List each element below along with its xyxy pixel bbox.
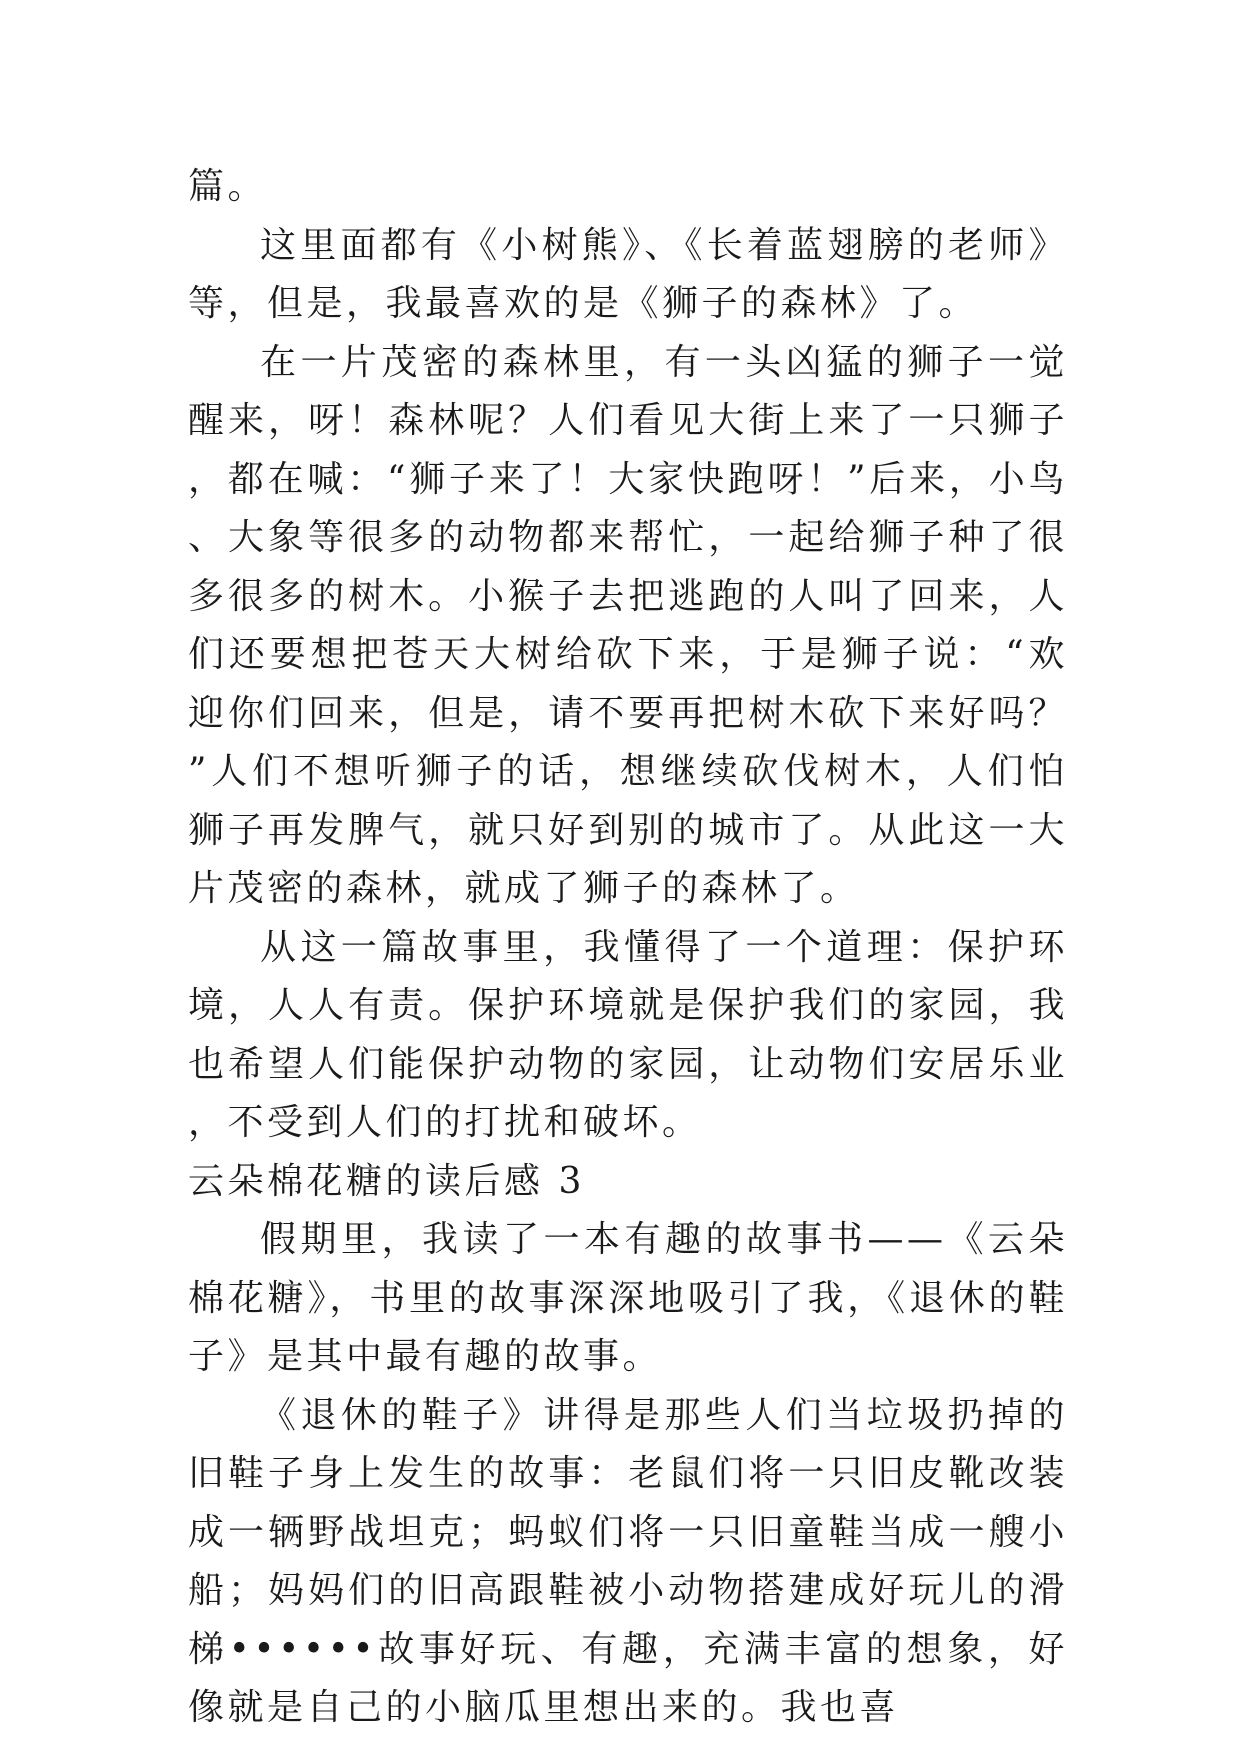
section-heading: 云朵棉花糖的读后感 3 <box>188 1160 585 1202</box>
paragraph-lion-forest-story: 在一片茂密的森林里，有一头凶猛的狮子一觉醒来，呀！森林呢？人们看见大街上来了一只狮子，都在喊：“狮子来了！大家快跑呀！”后来，小鸟、大象等很多的动物都来帮忙，一起给狮子种了很多很多的树木。小猴子去把逃跑的人叫了回来，人们还要想把苍天大树给砍下来，于是狮子说：“欢迎你们回来，但是，请不要再把树木砍下来好吗？”人们不想听狮子的话，想继续砍伐树木，人们怕狮子再发脾气，就只好到别的城市了。从此这一大片茂密的森林，就成了狮子的森林了。 <box>188 341 1068 909</box>
paragraph-retired-shoes: 《退休的鞋子》讲得是那些人们当垃圾扔掉的旧鞋子身上发生的故事：老鼠们将一只旧皮靴改装成一辆野战坦克；蚂蚁们将一只旧童鞋当成一艘小船；妈妈们的旧高跟鞋被小动物搭建成好玩儿的滑梯••••••故事好玩、有趣，充满丰富的想象，好像就是自己的小脑瓜里想出来的。我也喜 <box>188 1394 1068 1728</box>
paragraph-lesson: 从这一篇故事里，我懂得了一个道理：保护环境，人人有责。保护环境就是保护我们的家园，我也希望人们能保护动物的家园，让动物们安居乐业，不受到人们的打扰和破坏。 <box>188 926 1068 1143</box>
document-body <box>188 158 1068 1738</box>
paragraph-favorite-story: 这里面都有《小树熊》、《长着蓝翅膀的老师》等，但是，我最喜欢的是《狮子的森林》了。 <box>188 224 1068 324</box>
paragraph-continuation: 篇。 <box>188 166 268 207</box>
paragraph-holiday-reading: 假期里，我读了一本有趣的故事书——《云朵棉花糖》，书里的故事深深地吸引了我，《退休的鞋子》是其中最有趣的故事。 <box>188 1219 1068 1377</box>
